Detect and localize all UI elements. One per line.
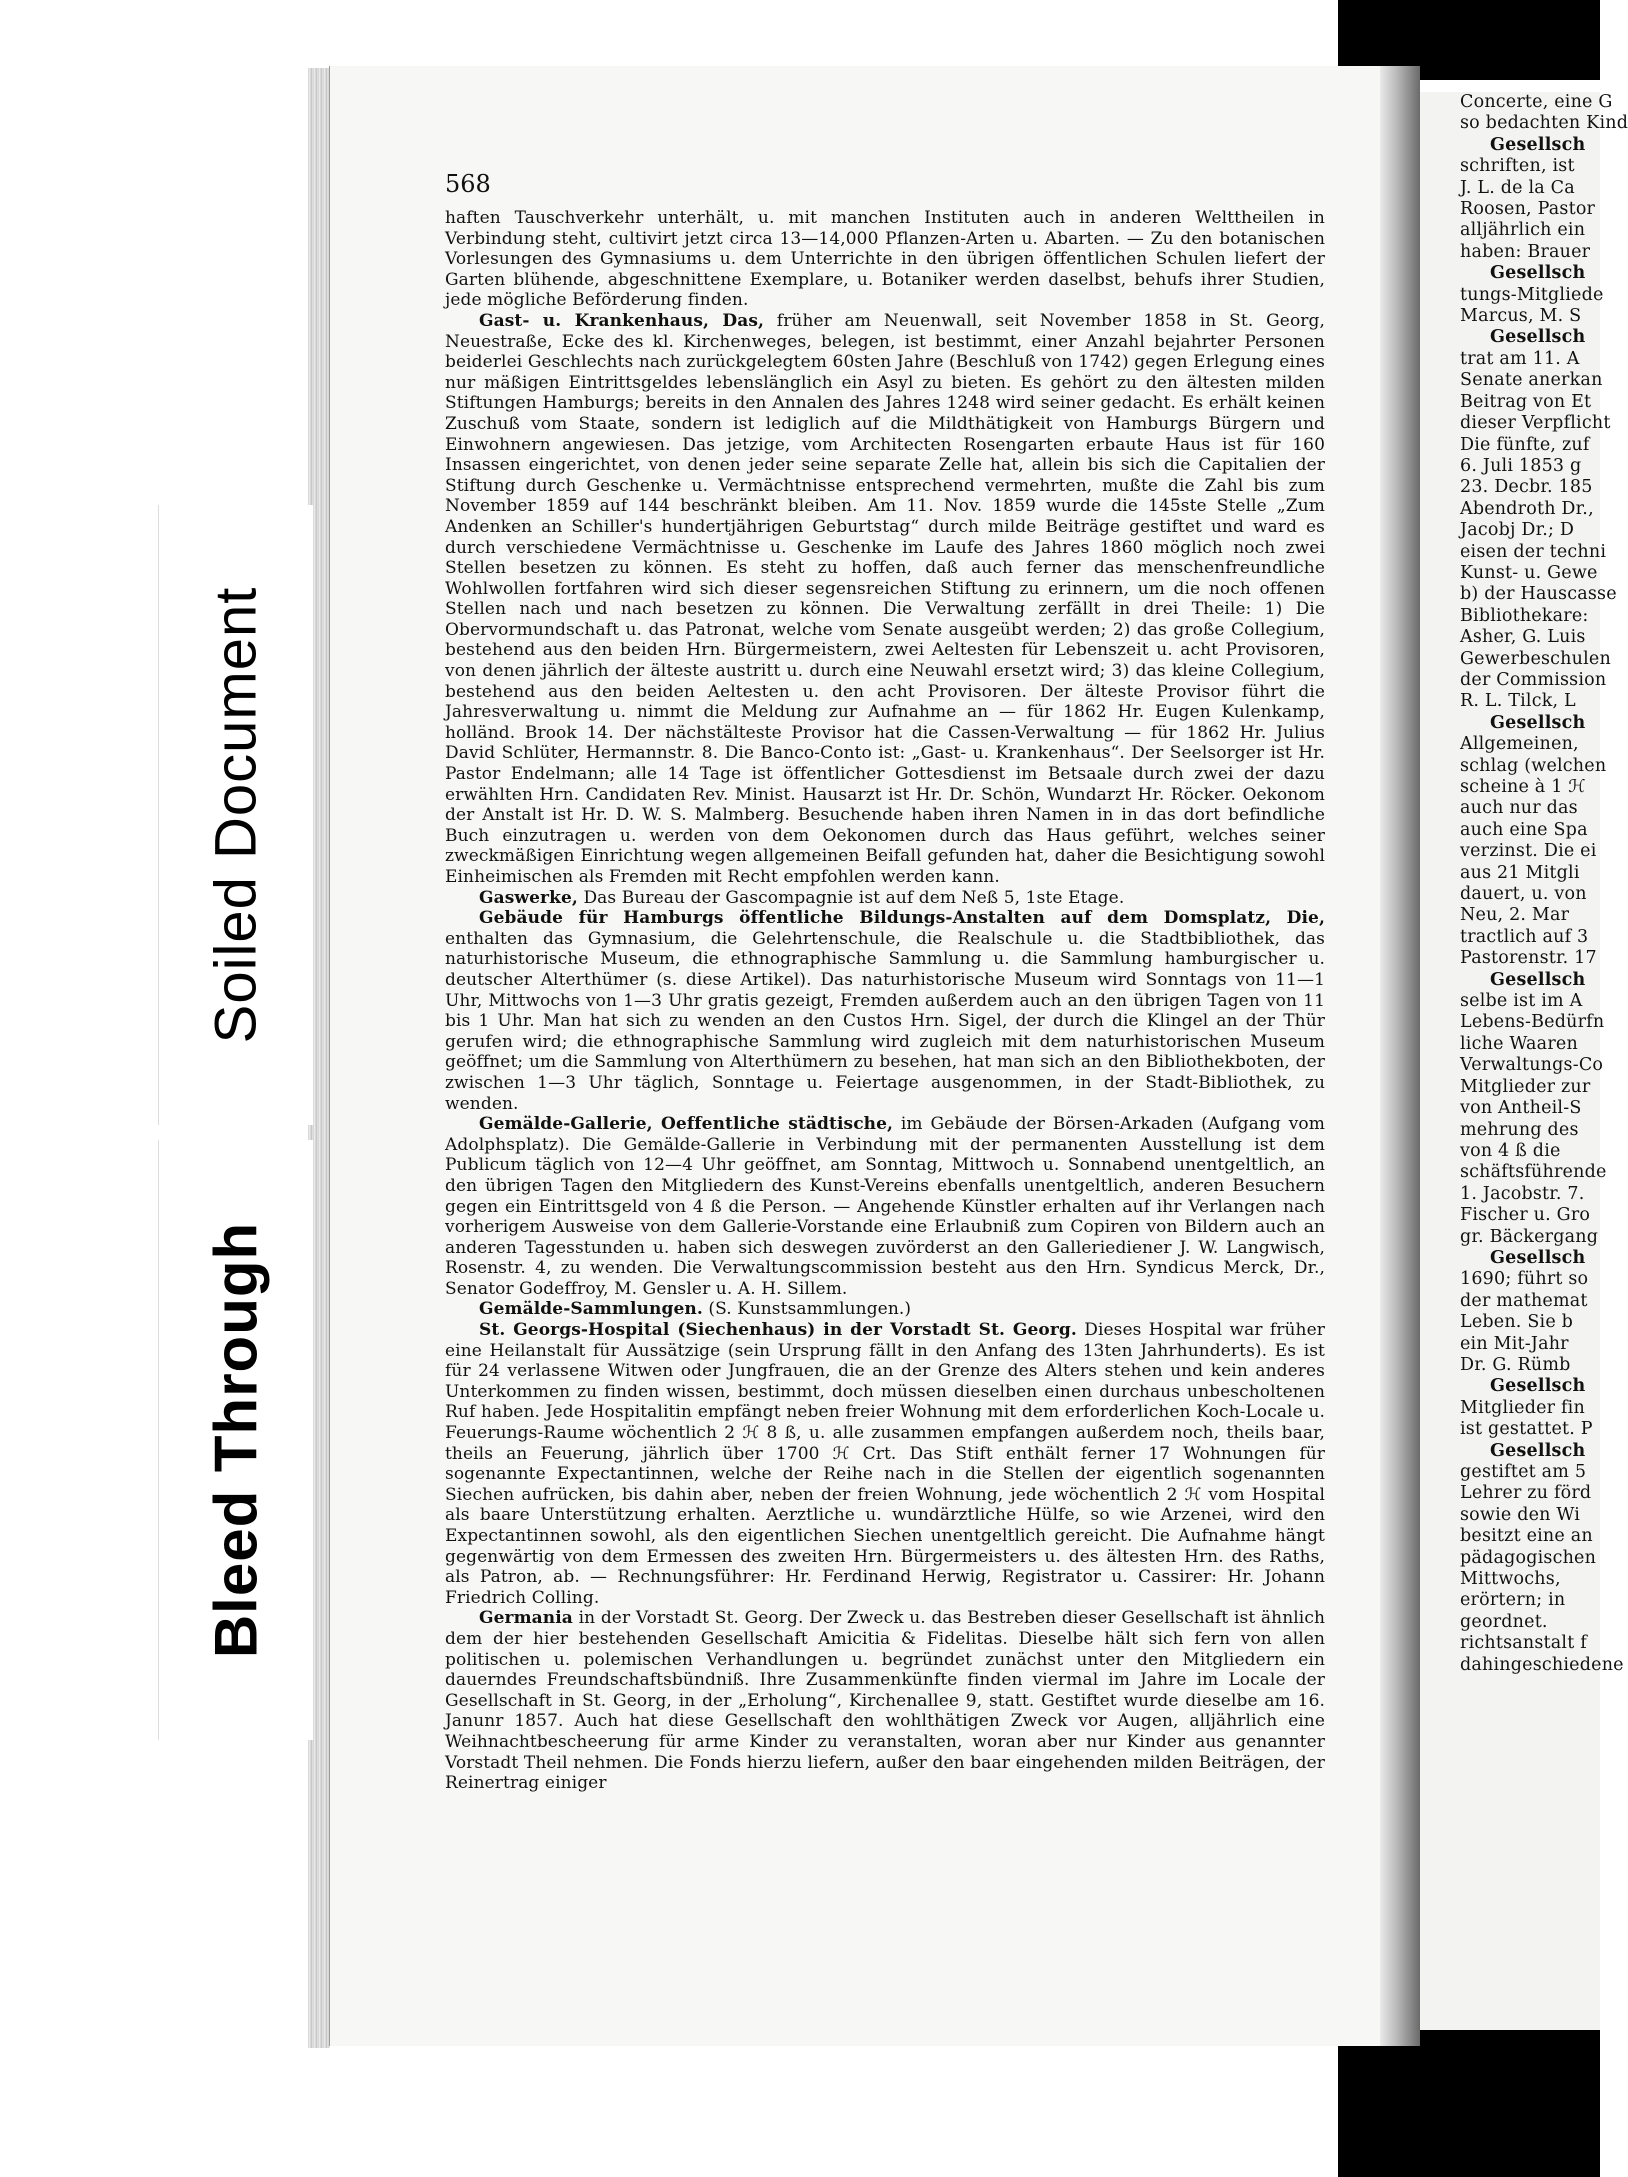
- right-page-line: Mittwochs,: [1460, 1569, 1561, 1590]
- right-page-line: auch eine Spa: [1460, 819, 1588, 840]
- right-page-line: erörtern; in: [1460, 1590, 1566, 1611]
- right-page-line: 6. Juli 1853 g: [1460, 455, 1582, 476]
- right-page-line: Pastorenstr. 17: [1460, 948, 1597, 969]
- page-number: 568: [445, 170, 491, 198]
- bleed-through-label: [158, 1140, 314, 1740]
- entry-paragraph: [445, 888, 1325, 909]
- right-page-line: Neu, 2. Mar: [1460, 905, 1570, 926]
- right-page-line: Gesellsch: [1490, 1440, 1586, 1461]
- right-page-line: ist gestattet. P: [1460, 1419, 1593, 1440]
- right-page-line: Kunst- u. Gewe: [1460, 562, 1598, 583]
- right-page-line: Lebens-Bedürfn: [1460, 1012, 1605, 1033]
- right-page-line: sowie den Wi: [1460, 1504, 1581, 1525]
- right-page-line: Jacobj Dr.; D: [1460, 520, 1575, 541]
- right-page-line: liche Waaren: [1460, 1033, 1578, 1054]
- scan-border-bottom: [1338, 2030, 1600, 2177]
- entry-text: enthalten das Gymnasium, die Gelehrtenschule, die Realschule u. die Stadtbibliothek, das naturhistorische Museum, die ethnographische Sammlung u. die Sammlung hamburgischer u. deutscher Alterthümer (s. diese Artikel). Das naturhistorische Museum wird Sonntags von 11—1 Uhr, Mittwochs von 1—3 Uhr gratis gezeigt, Fremden außerdem auch an den übrigen Tagen von 11 bis 1 Uhr. Man hat sich zu wenden an den Custos Hrn. Sigel, der durch die Klingel an der Thür gerufen wird; die ethnographische Sammlung wird zugleich mit dem naturhistorischen Museum geöffnet; um die Sammlung von Alterthümern zu besehen, hat man sich an den Bibliothekboten, der zwischen 1—3 Uhr täglich, Sonntage u. Feiertage ausgenommen, in der Stadt-Bibliothek, zu wenden.: [445, 928, 1325, 1114]
- entry-headword: Germania: [479, 1608, 573, 1629]
- right-page-line: eisen der techni: [1460, 541, 1607, 562]
- right-page-line: Beitrag von Et: [1460, 391, 1592, 412]
- entry-paragraph: [445, 311, 1325, 888]
- right-page-line: Mitglieder zur: [1460, 1076, 1591, 1097]
- right-page-line: Gesellsch: [1490, 1247, 1586, 1268]
- right-page-line: scheine à 1 ℋ: [1460, 777, 1586, 797]
- right-page-fragment: [1420, 92, 1628, 2030]
- right-page-line: Asher, G. Luis: [1460, 627, 1586, 648]
- entry-paragraph: [445, 1320, 1325, 1608]
- entry-paragraph: [445, 1608, 1325, 1793]
- right-page-line: 1690; führt so: [1460, 1269, 1589, 1290]
- right-page-line: dauert, u. von: [1460, 884, 1587, 905]
- entry-headword: Gebäude für Hamburgs öffentliche Bildungs-Anstalten auf dem Domsplatz, Die,: [479, 908, 1325, 929]
- right-page-line: selbe ist im A: [1460, 991, 1583, 1012]
- right-page-line: auch nur das: [1460, 798, 1578, 819]
- soiled-document-label: [158, 505, 314, 1125]
- entry-paragraph: [445, 1114, 1325, 1299]
- right-page-line: Marcus, M. S: [1460, 306, 1582, 327]
- entry-text: haften Tauschverkehr unterhält, u. mit manchen Instituten auch in anderen Welttheilen in Verbindung steht, cultivirt jetzt circa 13—14,000 Pflanzen-Arten u. Abarten. — Zu den botanischen Vorlesungen des Gymnasiums u. dem Unterrichte in den übrigen öffentlichen Schulen liefert der Garten blühende, abgeschnittene Exemplare, u. Botaniker werden daselbst, behufs ihrer Studien, jede mögliche Beförderung finden.: [445, 208, 1325, 311]
- right-page-line: tractlich auf 3: [1460, 926, 1589, 947]
- entry-paragraph: [445, 1299, 1325, 1320]
- right-page-line: Senate anerkan: [1460, 370, 1603, 391]
- entry-headword: Gaswerke,: [479, 887, 578, 908]
- right-page-line: R. L. Tilck, L: [1460, 691, 1576, 712]
- entry-headword: St. Georgs-Hospital (Siechenhaus) in der Vorstadt St. Georg.: [479, 1320, 1077, 1341]
- right-page-line: Verwaltungs-Co: [1460, 1055, 1604, 1076]
- right-page-line: Leben. Sie b: [1460, 1312, 1574, 1333]
- right-page-line: Gesellsch: [1490, 712, 1586, 733]
- right-page-line: Mitglieder fin: [1460, 1397, 1585, 1418]
- entry-headword: Gemälde-Sammlungen.: [479, 1299, 703, 1320]
- right-page-line: dahingeschiedene: [1460, 1654, 1624, 1675]
- right-page-line: Die fünfte, zuf: [1460, 434, 1590, 455]
- right-page-line: 1. Jacobstr. 7.: [1460, 1183, 1585, 1204]
- entry-text: (S. Kunstsammlungen.): [708, 1299, 912, 1320]
- right-page-line: gestiftet am 5: [1460, 1462, 1587, 1482]
- right-page-line: Gesellsch: [1490, 134, 1586, 155]
- right-page-line: aus 21 Mitgli: [1460, 862, 1580, 883]
- right-page-line: Fischer u. Gro: [1460, 1205, 1591, 1226]
- right-page-line: tungs-Mitgliede: [1460, 284, 1604, 305]
- entry-text: Dieses Hospital war früher eine Heilanstalt für Aussätzige (sein Ursprung fällt in den Anfang des 13ten Jahrhunderts). Es ist für 24 verlassene Witwen oder Jungfrauen, die an der Grenze des Alters stehen und kein anderes Unterkommen zu finden wissen, bestimmt, doch müssen dieselben einen durchaus unbescholtenen Ruf haben. Jede Hospitalitin empfängt neben freier Wohnung mit dem erforderlichen Koch-Locale u. Feuerungs-Raume wöchentlich 2 ℋ 8 ß, u. alle zusammen empfangen außerdem noch, theils baar, theils an Feuerung, jährlich über 1700 ℋ Crt. Das Stift enthält ferner 17 Wohnungen für sogenannte Expectantinnen, welche der Reihe nach in die Stellen der eigentlich sogenannten Siechen aufrücken, bis dahin aber, neben der freien Wohnung, jede wöchentlich 2 ℋ vom Hospital als baare Unterstützung erhalten. Aerztliche u. wundärztliche Hülfe, so wie Arzenei, wird den Expectantinnen sowohl, als den eigentlichen Siechen unentgeltlich gereicht. Die Aufnahme hängt gegenwärtig von dem Ermessen des zweiten Hrn. Bürgermeisters u. des ältesten Hrn. des Raths, als Patron, ab. — Rechnungsführer: Hr. Ferdinand Herwig, Registrator u. Cassirer: Hr. Johann Friedrich Colling.: [445, 1320, 1325, 1608]
- entry-text: in der Vorstadt St. Georg. Der Zweck u. das Bestreben dieser Gesellschaft ist ähnlich dem der hier bestehenden Gesellschaft Amicitia & Fidelitas. Dieselbe hält sich fern von allen politischen u. polemischen Verhandlungen u. begründet zunächst unter den Mitgliedern ein dauerndes Freundschaftsbündniß. Ihre Zusammenkünfte finden viermal im Jahre im Locale der Gesellschaft in St. Georg, in der „Erholung“, Kirchenallee 9, statt. Gestiftet wurde dieselbe am 16. Janunr 1857. Auch hat diese Gesellschaft den wohlthätigen Zweck vor Augen, alljährlich eine Weihnachtbescheerung für arme Kinder zu veranstalten, woran aber nur Kinder aus genannter Vorstadt Theil nehmen. Die Fonds hierzu liefern, außer den baar eingehenden milden Beiträgen, der Reinertrag einiger: [445, 1608, 1325, 1794]
- right-page-line: schlag (welchen: [1460, 755, 1607, 776]
- right-page-line: mehrung des: [1460, 1119, 1579, 1140]
- right-page-line: von Antheil-S: [1460, 1098, 1582, 1119]
- right-page-line: 23. Decbr. 185: [1460, 477, 1593, 498]
- right-page-line: schäftsführende: [1460, 1162, 1607, 1183]
- right-page-line: verzinst. Die ei: [1460, 841, 1597, 862]
- right-page-line: dieser Verpflicht: [1460, 413, 1611, 434]
- right-page-line: ein Mit-Jahr: [1460, 1333, 1569, 1354]
- right-page-line: so bedachten Kind: [1460, 113, 1628, 134]
- right-page-line: Bibliothekare:: [1460, 605, 1589, 626]
- soiled-document-label-text: Soiled Document: [203, 586, 269, 1044]
- right-page-line: pädagogischen: [1460, 1547, 1597, 1568]
- entry-text: Das Bureau der Gascompagnie ist auf dem Neß 5, 1ste Etage.: [583, 887, 1125, 908]
- right-page-line: besitzt eine an: [1460, 1526, 1593, 1547]
- right-page-line: von 4 ß die: [1460, 1140, 1561, 1161]
- right-page-line: Roosen, Pastor: [1460, 199, 1596, 220]
- book-gutter: [1380, 66, 1420, 2046]
- right-page-line: b) der Hauscasse: [1460, 584, 1617, 605]
- bleed-through-label-text: Bleed Through: [202, 1221, 270, 1659]
- right-page-line: schriften, ist: [1460, 156, 1575, 177]
- right-page-line: geordnet.: [1460, 1611, 1548, 1632]
- entry-text: früher am Neuenwall, seit November 1858 in St. Georg, Neuestraße, Ecke des kl. Kirchenweges, belegen, ist bestimmt, einer Anzahl bejahrter Personen beiderlei Geschlechts nach zurückgelegtem 60sten Jahre (Beschluß von 1742) gegen Erlegung eines nur mäßigen Eintrittsgeldes lebenslänglich ein Asyl zu bieten. Es gehört zu den ältesten milden Stiftungen Hamburgs; bereits in den Annalen des Jahres 1248 wird seiner gedacht. Es erhält keinen Zuschuß vom Staate, sondern ist lediglich auf die Mildthätigkeit von Hamburgs Bürgern und Einwohnern angewiesen. Das jetzige, vom Architecten Rosengarten erbaute Haus ist für 160 Insassen eingerichtet, von denen jeder seine separate Zelle hat, allein bis sich die Capitalien der Stiftung durch Geschenke u. Vermächtnisse entsprechend vermehrten, mußte die Zahl bis zum November 1859 auf 144 beschränkt bleiben. Am 11. Nov. 1859 wurde die 145ste Stelle „Zum Andenken an Schiller's hundertjährigen Geburtstag“ durch milde Beiträge gestiftet und ward es durch verschiedene Vermächtnisse u. Geschenke im Laufe des Jahres 1860 möglich noch zwei Stellen besetzen zu können. Es steht zu hoffen, daß auch ferner das menschenfreundliche Wohlwollen fortfahren wird sich dieser segensreichen Stiftung zu erinnern, um die noch offenen Stellen nach und nach besetzen zu können. Die Verwaltung zerfällt in drei Theile: 1) Die Obervormundschaft u. das Patronat, welche vom Senate ausgeübt werden; 2) das große Collegium, bestehend aus den beiden Hrn. Bürgermeistern, zwei Aeltesten für Lebenszeit u. acht Provisoren, von denen jährlich der älteste austritt u. durch eine Neuwahl ersetzt wird; 3) das kleine Collegium, bestehend aus den beiden Aeltesten u. den acht Provisoren. Der älteste Provisor führt die Jahresverwaltung u. nimmt die Meldung zur Aufnahme an — für 1862 Hr. Eugen Kulenkamp, holländ. Brook 14. Der nächstälteste Provisor hat die Cassen-Verwaltung — für 1862 Hr. Julius David Schlüter, Hermannstr. 8. Die Banco-Conto ist: „Gast- u. Krankenhaus“. Der Seelsorger ist Hr. Pastor Endelmann; alle 14 Tage ist öffentlicher Gottesdienst im Betsaale durch zwei der dazu erwählten Hrn. Candidaten Rev. Minist. Hausarzt ist Hr. Dr. Schön, Wundarzt Hr. Röcker. Oekonom der Anstalt ist Hr. D. W. S. Malmberg. Besuchende haben ihren Namen in in das dort befindliche Buch einzutragen u. werden von dem Oekonomen durch das Haus geführt, welches seiner zweckmäßigen Einrichtung wegen allgemeinen Beifall gefunden hat, daher die Besichtigung sowohl Einheimischen als Fremden mit Recht empfohlen werden kann.: [445, 310, 1325, 887]
- right-page-line: alljährlich ein: [1460, 220, 1586, 241]
- entry-headword: Gemälde-Gallerie, Oeffentliche städtische,: [479, 1114, 894, 1135]
- entry-paragraph: [445, 908, 1325, 1114]
- right-page-line: Gesellsch: [1490, 1376, 1586, 1397]
- right-page-line: Lehrer zu förd: [1460, 1483, 1592, 1504]
- right-page-line: Gesellsch: [1490, 969, 1586, 990]
- right-page-line: der mathemat: [1460, 1290, 1588, 1311]
- right-page-line: Gewerbeschulen: [1460, 648, 1611, 669]
- entry-paragraph: [445, 208, 1325, 311]
- right-page-line: Gesellsch: [1490, 327, 1586, 348]
- main-text-column: [445, 208, 1325, 1794]
- right-page-line: Dr. G. Rümb: [1460, 1354, 1571, 1375]
- right-page-line: Allgemeinen,: [1460, 734, 1579, 755]
- right-page-line: richtsanstalt f: [1460, 1633, 1587, 1654]
- right-page-line: haben: Brauer: [1460, 241, 1591, 262]
- right-page-line: Concerte, eine G: [1460, 92, 1613, 112]
- right-page-line: Abendroth Dr.,: [1460, 498, 1594, 519]
- right-page-line: J. L. de la Ca: [1460, 177, 1575, 198]
- entry-headword: Gast- u. Krankenhaus, Das,: [479, 310, 765, 331]
- right-page-line: gr. Bäckergang: [1460, 1226, 1599, 1247]
- right-page-line: Gesellsch: [1490, 263, 1586, 284]
- entry-text: im Gebäude der Börsen-Arkaden (Aufgang vom Adolphsplatz). Die Gemälde-Gallerie in Verbindung mit der permanenten Ausstellung ist dem Publicum täglich von 12—4 Uhr geöffnet, am Sonntag, Mittwoch u. Sonnabend unentgeltlich, an den übrigen Tagen den Mitgliedern des Kunst-Vereins ebenfalls unentgeltlich, anderen Besuchern gegen ein Eintrittsgeld von 4 ß die Person. — Angehende Künstler erhalten auf ihr Verlangen nach vorherigem Ausweise von dem Gallerie-Vorstande eine Erlaubniß zum Copiren von Bildern auch an anderen Tagesstunden u. haben sich deswegen zuvörderst an den Galleriediener J. W. Langwisch, Rosenstr. 4, zu wenden. Die Verwaltungscommission besteht aus den Hrn. Syndicus Merck, Dr., Senator Godeffroy, M. Gensler u. A. H. Sillem.: [445, 1114, 1325, 1299]
- right-page-line: der Commission: [1460, 669, 1607, 690]
- right-page-line: trat am 11. A: [1460, 348, 1580, 369]
